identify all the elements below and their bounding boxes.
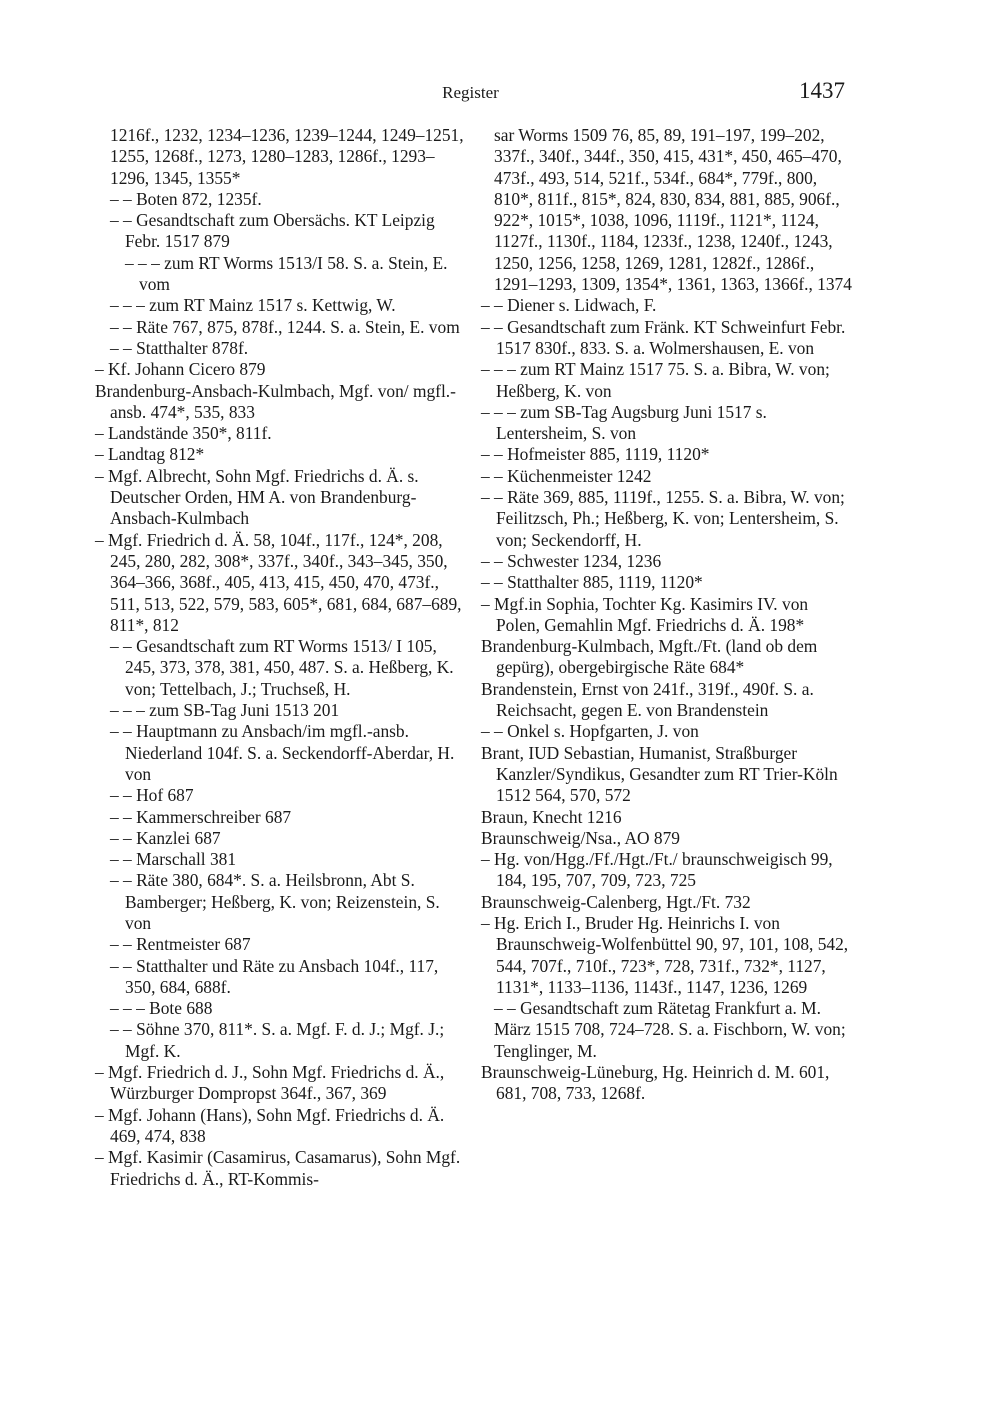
index-entry: – – Hof 687 [110,785,194,806]
index-entry: – – – Bote 688 [110,998,213,1019]
page-number: 1437 [799,78,845,103]
index-entry: – – Statthalter 878f. [110,337,249,358]
index-entry: – – Gesandtschaft zum Rätetag Frankfurt a. M. März 1515 708, 724–728. S. a. Fischborn, W. von; Tenglinger, M. [494,998,846,1061]
index-entry: – – Onkel s. Hopfgarten, J. von [481,721,699,742]
index-entry: – Landtag 812* [95,444,205,465]
index-entry: – – Rentmeister 687 [110,934,251,955]
index-entry: – – Marschall 381 [110,849,237,870]
index-entry: – – – zum SB-Tag Augsburg Juni 1517 s. Lentersheim, S. von [481,401,767,444]
index-entry: – – Söhne 370, 811*. S. a. Mgf. F. d. J.; Mgf. J.; Mgf. K. [110,1019,445,1061]
index-entry: – Mgf. Friedrich d. J., Sohn Mgf. Friedrichs d. Ä., Würzburger Dompropst 364f., 367, 369 [95,1062,445,1104]
index-entry: Brandenstein, Ernst von 241f., 319f., 490f. S. a. Reichsacht, gegen E. von Brandenstein [481,678,814,721]
index-entry: – – Räte 380, 684*. S. a. Heilsbronn, Abt S. Bamberger; Heßberg, K. von; Reizenstein, S. von [110,870,440,933]
index-entry: – Mgf. Albrecht, Sohn Mgf. Friedrichs d. Ä. s. Deutscher Orden, HM A. von Brandenburg-Ansbach-Kulmbach [95,465,419,529]
index-entry: – – Hofmeister 885, 1119, 1120* [481,444,710,465]
index-column-left [95,125,467,1190]
index-entry: – – Küchenmeister 1242 [481,465,652,486]
index-entry: – – – zum RT Mainz 1517 s. Kettwig, W. [110,295,396,316]
index-entry: – – – zum RT Worms 1513/I 58. S. a. Stein, E. vom [125,252,448,295]
index-entry: – Hg. von/Hgg./Ff./Hgt./Ft./ braunschweigisch 99, 184, 195, 707, 709, 723, 725 [481,849,833,891]
index-entry: – – Boten 872, 1235f. [110,188,262,209]
index-entry: Braunschweig-Calenberg, Hgt./Ft. 732 [481,891,751,912]
index-entry: Brandenburg-Kulmbach, Mgft./Ft. (land ob dem gepürg), obergebirgische Räte 684* [481,636,818,678]
index-entry: Brandenburg-Ansbach-Kulmbach, Mgf. von/ mgfl.-ansb. 474*, 535, 833 [95,380,456,422]
index-entry: – – Statthalter und Räte zu Ansbach 104f., 117, 350, 684, 688f. [110,955,439,997]
index-entry: – – Gesandtschaft zum Fränk. KT Schweinfurt Febr. 1517 830f., 833. S. a. Wolmershausen, E. von [481,316,846,358]
index-entry: Braun, Knecht 1216 [481,806,622,827]
index-entry: – – – zum SB-Tag Juni 1513 201 [110,700,340,721]
index-entry: – – Hauptmann zu Ansbach/im mgfl.-ansb. Niederland 104f. S. a. Seckendorff-Aberdar, H. von [110,721,455,784]
index-entry: Braunschweig-Lüneburg, Hg. Heinrich d. M. 601, 681, 708, 733, 1268f. [481,1062,830,1104]
index-entry: – – Statthalter 885, 1119, 1120* [481,572,703,593]
index-entry: Braunschweig/Nsa., AO 879 [481,827,680,848]
index-entry: – – Diener s. Lidwach, F. [481,295,657,316]
index-entry: – Mgf.in Sophia, Tochter Kg. Kasimirs IV. von Polen, Gemahlin Mgf. Friedrichs d. Ä. 198* [481,593,809,635]
index-entry: 1216f., 1232, 1234–1236, 1239–1244, 1249–1251, 1255, 1268f., 1273, 1280–1283, 1286f., 1293–1296, 1345, 1355* [110,125,464,188]
page-header [96,78,845,108]
index-entry: – Mgf. Friedrich d. Ä. 58, 104f., 117f., 124*, 208, 245, 280, 282, 308*, 337f., 340f., 343–345, 350, 364–366, 368f., 405, 413, 415, 450, 470, 473f., 511, 513, 522, 579, 583, 605*, 681, 684, 687–689, 811*, 812 [95,529,462,635]
index-entry: – Hg. Erich I., Bruder Hg. Heinrichs I. von Braunschweig-Wolfenbüttel 90, 97, 101, 108, 542, 544, 707f., 710f., 723*, 728, 731f., 732*, 1127, 1131*, 1133–1136, 1143f., 1147, 1236, 1269 [481,912,849,997]
index-entry: – – Gesandtschaft zum RT Worms 1513/ I 105, 245, 373, 378, 381, 450, 487. S. a. Heßberg, K. von; Tettelbach, J.; Truchseß, H. [110,636,454,699]
index-entry: sar Worms 1509 76, 85, 89, 191–197, 199–202, 337f., 340f., 344f., 350, 415, 431*, 450, 465–470, 473f., 493, 514, 521f., 534f., 684*, 779f., 800, 810*, 811f., 815*, 824, 830, 834, 881, 885, 906f., 922*, 1015*, 1038, 1096, 1119f., 1121*, 1124, 1127f., 1130f., 1184, 1233f., 1238, 1240f., 1243, 1250, 1256, 1258, 1269, 1281, 1282f., 1286f., 1291–1293, 1309, 1354*, 1361, 1363, 1366f., 1374 [494,125,852,295]
running-head: Register [442,83,499,102]
index-entry: Brant, IUD Sebastian, Humanist, Straßburger Kanzler/Syndikus, Gesandter zum RT Trier-Köln 1512 564, 570, 572 [481,742,838,806]
index-entry: – – Gesandtschaft zum Obersächs. KT Leipzig Febr. 1517 879 [110,210,435,252]
index-entry: – – Kanzlei 687 [110,827,221,848]
index-entry: – – Räte 767, 875, 878f., 1244. S. a. Stein, E. vom [110,316,460,337]
index-entry: – – – zum RT Mainz 1517 75. S. a. Bibra, W. von; Heßberg, K. von [481,359,830,401]
index-entry: – Mgf. Johann (Hans), Sohn Mgf. Friedrichs d. Ä. 469, 474, 838 [95,1104,445,1146]
index-entry: – Kf. Johann Cicero 879 [95,359,266,380]
index-entry: – – Kammerschreiber 687 [110,806,292,827]
index-entry: – – Schwester 1234, 1236 [481,550,662,571]
index-column-right [481,125,853,1105]
index-entry: – Mgf. Kasimir (Casamirus, Casamarus), Sohn Mgf. Friedrichs d. Ä., RT-Kommis- [95,1147,461,1189]
index-entry: – Landstände 350*, 811f. [95,423,272,444]
index-entry: – – Räte 369, 885, 1119f., 1255. S. a. Bibra, W. von; Feilitzsch, Ph.; Heßberg, K. von; Lentersheim, S. von; Seckendorff, H. [481,487,845,550]
